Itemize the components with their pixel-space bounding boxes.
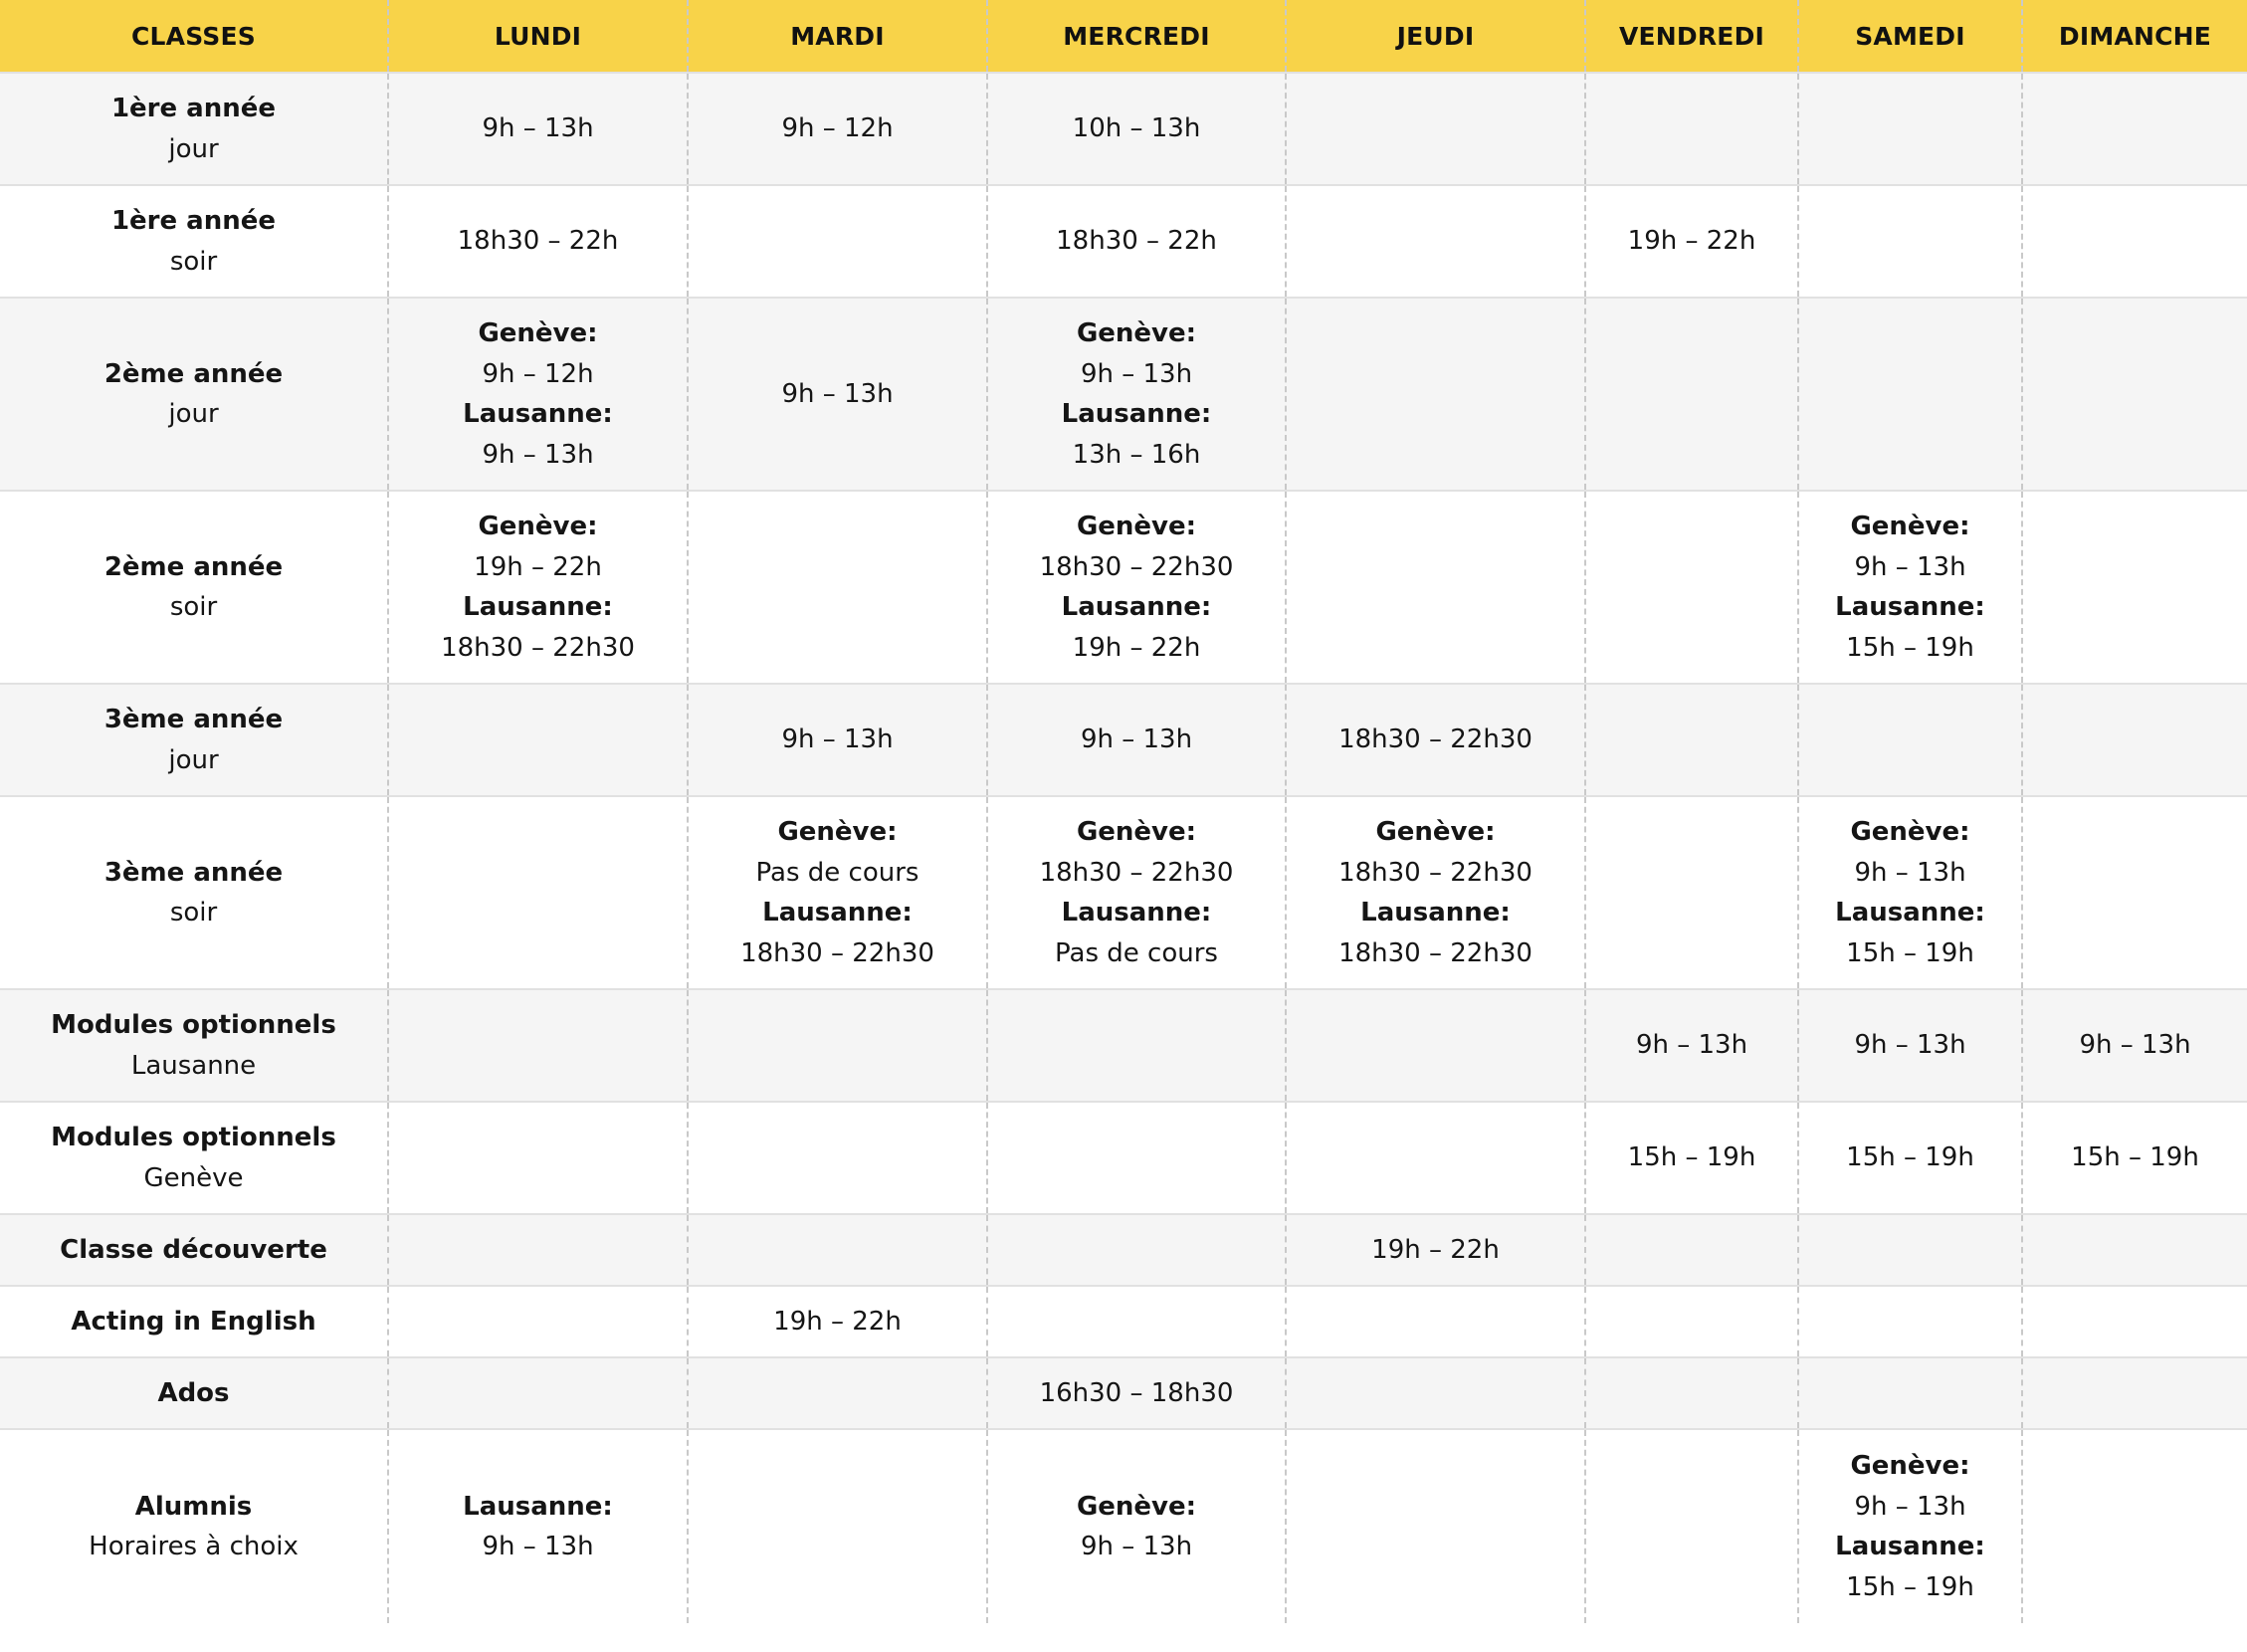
- time-range: 9h – 13h: [1080, 358, 1193, 389]
- table-row: [0, 684, 2247, 796]
- schedule-cell-mercredi: [987, 73, 1286, 185]
- table-row: [0, 1214, 2247, 1286]
- table-row: [0, 1286, 2247, 1357]
- time-range: 18h30 – 22h30: [1039, 551, 1234, 582]
- time-range: 15h – 19h: [1846, 632, 1974, 663]
- column-header-mercredi: MERCREDI: [987, 0, 1286, 73]
- schedule-cell-vendredi: [1585, 298, 1798, 491]
- schedule-cell-lundi: [388, 1286, 688, 1357]
- header-row: [0, 0, 2247, 73]
- class-title: 1ère année: [110, 206, 277, 236]
- location-label: Genève:: [478, 512, 598, 541]
- table-row: [0, 1429, 2247, 1623]
- location-label: Lausanne:: [1835, 898, 1985, 928]
- schedule-cell-mardi: [688, 298, 987, 491]
- schedule-cell-vendredi: [1585, 185, 1798, 298]
- location-label: Genève:: [1076, 1491, 1197, 1522]
- column-header-lundi: LUNDI: [388, 0, 688, 73]
- schedule-cell-jeudi: [1286, 989, 1585, 1102]
- schedule-cell-samedi: [1798, 1357, 2022, 1429]
- class-subtitle: Lausanne: [130, 1050, 257, 1081]
- schedule-cell-vendredi: [1585, 1214, 1798, 1286]
- location-label: Lausanne:: [1061, 898, 1212, 928]
- location-label: Lausanne:: [1835, 592, 1985, 622]
- class-name-cell: [0, 1357, 388, 1429]
- schedule-cell-jeudi: [1286, 1357, 1585, 1429]
- column-header-jeudi: JEUDI: [1286, 0, 1585, 73]
- schedule-cell-jeudi: [1286, 185, 1585, 298]
- time-range: 15h – 19h: [1846, 1571, 1974, 1602]
- schedule-cell-mardi: [688, 989, 987, 1102]
- schedule-cell-dimanche: [2022, 684, 2247, 796]
- class-name-cell: [0, 73, 388, 185]
- time-range: 18h30 – 22h30: [1039, 857, 1234, 888]
- time-range: 9h – 13h: [1080, 724, 1193, 755]
- column-header-vendredi: VENDREDI: [1585, 0, 1798, 73]
- schedule-cell-mercredi: [987, 185, 1286, 298]
- schedule-cell-mardi: [688, 1357, 987, 1429]
- table-row: [0, 491, 2247, 684]
- schedule-cell-dimanche: [2022, 491, 2247, 684]
- time-range: Pas de cours: [755, 857, 919, 888]
- time-range: 15h – 19h: [2071, 1142, 2199, 1173]
- table-row: [0, 73, 2247, 185]
- time-range: 9h – 13h: [1854, 1030, 1966, 1061]
- schedule-cell-vendredi: [1585, 1102, 1798, 1214]
- location-label: Genève:: [1850, 1451, 1970, 1481]
- class-name-cell: [0, 185, 388, 298]
- schedule-cell-vendredi: [1585, 1429, 1798, 1623]
- schedule-cell-dimanche: [2022, 73, 2247, 185]
- schedule-cell-jeudi: [1286, 796, 1585, 989]
- schedule-cell-mardi: [688, 1429, 987, 1623]
- schedule-cell-lundi: [388, 796, 688, 989]
- schedule-cell-vendredi: [1585, 796, 1798, 989]
- class-title: 3ème année: [103, 857, 284, 888]
- schedule-cell-vendredi: [1585, 73, 1798, 185]
- time-range: 15h – 19h: [1846, 1142, 1974, 1173]
- time-range: 9h – 13h: [1080, 1532, 1193, 1561]
- time-range: Pas de cours: [1055, 937, 1218, 968]
- time-range: 9h – 13h: [1635, 1030, 1748, 1061]
- time-range: 18h30 – 22h30: [1338, 724, 1532, 755]
- schedule-cell-samedi: [1798, 491, 2022, 684]
- schedule-cell-jeudi: [1286, 73, 1585, 185]
- schedule-cell-samedi: [1798, 185, 2022, 298]
- schedule-cell-mercredi: [987, 989, 1286, 1102]
- location-label: Lausanne:: [463, 592, 613, 622]
- schedule-cell-lundi: [388, 1429, 688, 1623]
- time-range: 9h – 12h: [482, 358, 594, 389]
- location-label: Lausanne:: [463, 1491, 613, 1522]
- class-name-cell: [0, 684, 388, 796]
- class-title: 1ère année: [110, 94, 277, 123]
- schedule-cell-jeudi: [1286, 1102, 1585, 1214]
- schedule-cell-lundi: [388, 1102, 688, 1214]
- schedule-cell-dimanche: [2022, 796, 2247, 989]
- schedule-cell-dimanche: [2022, 1214, 2247, 1286]
- location-label: Lausanne:: [762, 898, 913, 928]
- class-name-cell: [0, 796, 388, 989]
- table-row: [0, 298, 2247, 491]
- time-range: 9h – 13h: [1854, 1491, 1966, 1522]
- time-range: 9h – 13h: [482, 113, 594, 144]
- schedule-cell-vendredi: [1585, 989, 1798, 1102]
- class-subtitle: jour: [168, 744, 219, 775]
- class-subtitle: soir: [169, 592, 218, 622]
- time-range: 18h30 – 22h30: [1338, 937, 1532, 968]
- time-range: 18h30 – 22h: [457, 226, 619, 257]
- class-title: Classe découverte: [60, 1234, 327, 1265]
- schedule-cell-dimanche: [2022, 1286, 2247, 1357]
- location-label: Genève:: [1076, 318, 1197, 348]
- schedule-cell-lundi: [388, 185, 688, 298]
- schedule-cell-samedi: [1798, 298, 2022, 491]
- schedule-cell-samedi: [1798, 73, 2022, 185]
- location-label: Genève:: [1850, 817, 1970, 847]
- table-row: [0, 796, 2247, 989]
- schedule-cell-jeudi: [1286, 298, 1585, 491]
- time-range: 19h – 22h: [773, 1306, 902, 1337]
- schedule-cell-mercredi: [987, 1214, 1286, 1286]
- column-header-mardi: MARDI: [688, 0, 987, 73]
- time-range: 15h – 19h: [1627, 1142, 1756, 1173]
- class-subtitle: jour: [168, 399, 219, 429]
- schedule-cell-mardi: [688, 796, 987, 989]
- schedule-cell-dimanche: [2022, 989, 2247, 1102]
- time-range: 9h – 13h: [1854, 551, 1966, 582]
- time-range: 19h – 22h: [474, 551, 602, 582]
- schedule-cell-dimanche: [2022, 1429, 2247, 1623]
- schedule-body: [0, 73, 2247, 1623]
- time-range: 10h – 13h: [1072, 113, 1201, 144]
- time-range: 19h – 22h: [1627, 226, 1756, 257]
- time-range: 18h30 – 22h: [1056, 226, 1217, 257]
- schedule-cell-dimanche: [2022, 185, 2247, 298]
- class-name-cell: [0, 1286, 388, 1357]
- class-title: 2ème année: [103, 551, 284, 582]
- schedule-cell-jeudi: [1286, 684, 1585, 796]
- class-title: Acting in English: [71, 1306, 316, 1337]
- class-title: 2ème année: [103, 358, 284, 389]
- schedule-cell-samedi: [1798, 684, 2022, 796]
- schedule-cell-jeudi: [1286, 491, 1585, 684]
- schedule-cell-samedi: [1798, 1102, 2022, 1214]
- schedule-cell-mercredi: [987, 796, 1286, 989]
- schedule-cell-mardi: [688, 491, 987, 684]
- location-label: Genève:: [1375, 817, 1496, 847]
- time-range: 18h30 – 22h30: [441, 632, 635, 663]
- class-title: 3ème année: [103, 705, 284, 734]
- location-label: Genève:: [1076, 817, 1197, 847]
- class-title: Modules optionnels: [51, 1010, 336, 1040]
- class-title: Alumnis: [134, 1491, 253, 1522]
- time-range: 19h – 22h: [1072, 632, 1201, 663]
- schedule-cell-lundi: [388, 298, 688, 491]
- schedule-cell-samedi: [1798, 989, 2022, 1102]
- schedule-cell-mercredi: [987, 1102, 1286, 1214]
- time-range: 15h – 19h: [1846, 937, 1974, 968]
- class-title: Ados: [157, 1377, 230, 1408]
- class-subtitle: soir: [169, 898, 218, 928]
- schedule-cell-mercredi: [987, 684, 1286, 796]
- schedule-cell-vendredi: [1585, 684, 1798, 796]
- location-label: Lausanne:: [1360, 898, 1511, 928]
- table-row: [0, 1102, 2247, 1214]
- column-header-samedi: SAMEDI: [1798, 0, 2022, 73]
- time-range: 13h – 16h: [1072, 439, 1201, 470]
- schedule-cell-mardi: [688, 1286, 987, 1357]
- schedule-cell-samedi: [1798, 1429, 2022, 1623]
- location-label: Genève:: [1850, 512, 1970, 541]
- table-row: [0, 185, 2247, 298]
- time-range: 18h30 – 22h30: [740, 937, 934, 968]
- schedule-cell-lundi: [388, 989, 688, 1102]
- location-label: Genève:: [777, 817, 898, 847]
- time-range: 9h – 13h: [482, 439, 594, 470]
- class-title: Modules optionnels: [51, 1123, 336, 1152]
- schedule-cell-dimanche: [2022, 1102, 2247, 1214]
- time-range: 9h – 13h: [781, 724, 894, 755]
- class-name-cell: [0, 491, 388, 684]
- class-name-cell: [0, 298, 388, 491]
- schedule-cell-vendredi: [1585, 1357, 1798, 1429]
- location-label: Lausanne:: [1061, 592, 1212, 622]
- schedule-cell-lundi: [388, 684, 688, 796]
- time-range: 19h – 22h: [1371, 1234, 1500, 1265]
- schedule-cell-mardi: [688, 185, 987, 298]
- schedule-cell-jeudi: [1286, 1429, 1585, 1623]
- column-header-dimanche: DIMANCHE: [2022, 0, 2247, 73]
- schedule-cell-lundi: [388, 1214, 688, 1286]
- schedule-cell-samedi: [1798, 796, 2022, 989]
- schedule-cell-lundi: [388, 73, 688, 185]
- table-row: [0, 1357, 2247, 1429]
- location-label: Lausanne:: [463, 399, 613, 429]
- location-label: Lausanne:: [1835, 1532, 1985, 1561]
- class-name-cell: [0, 1429, 388, 1623]
- location-label: Lausanne:: [1061, 399, 1212, 429]
- class-name-cell: [0, 1214, 388, 1286]
- schedule-cell-mardi: [688, 1102, 987, 1214]
- class-name-cell: [0, 989, 388, 1102]
- schedule-cell-mardi: [688, 1214, 987, 1286]
- schedule-cell-samedi: [1798, 1214, 2022, 1286]
- time-range: 9h – 13h: [482, 1532, 594, 1561]
- time-range: 9h – 12h: [781, 113, 894, 144]
- class-subtitle: Horaires à choix: [89, 1532, 299, 1561]
- schedule-cell-vendredi: [1585, 491, 1798, 684]
- schedule-cell-mercredi: [987, 298, 1286, 491]
- schedule-cell-lundi: [388, 1357, 688, 1429]
- class-subtitle: soir: [169, 246, 218, 277]
- schedule-cell-mardi: [688, 684, 987, 796]
- schedule-cell-dimanche: [2022, 298, 2247, 491]
- table-row: [0, 989, 2247, 1102]
- schedule-cell-mercredi: [987, 1429, 1286, 1623]
- class-subtitle: jour: [168, 133, 219, 164]
- time-range: 16h30 – 18h30: [1039, 1377, 1234, 1408]
- time-range: 9h – 13h: [1854, 857, 1966, 888]
- time-range: 9h – 13h: [781, 378, 894, 409]
- location-label: Genève:: [478, 318, 598, 348]
- schedule-cell-samedi: [1798, 1286, 2022, 1357]
- schedule-cell-lundi: [388, 491, 688, 684]
- time-range: 9h – 13h: [2079, 1030, 2191, 1061]
- location-label: Genève:: [1076, 512, 1197, 541]
- schedule-cell-mercredi: [987, 1357, 1286, 1429]
- schedule-cell-jeudi: [1286, 1214, 1585, 1286]
- schedule-cell-mercredi: [987, 1286, 1286, 1357]
- schedule-cell-dimanche: [2022, 1357, 2247, 1429]
- schedule-cell-vendredi: [1585, 1286, 1798, 1357]
- schedule-cell-mercredi: [987, 491, 1286, 684]
- schedule-cell-mardi: [688, 73, 987, 185]
- schedule-cell-jeudi: [1286, 1286, 1585, 1357]
- class-subtitle: Genève: [143, 1162, 244, 1193]
- time-range: 18h30 – 22h30: [1338, 857, 1532, 888]
- class-name-cell: [0, 1102, 388, 1214]
- column-header-classes: CLASSES: [0, 0, 388, 73]
